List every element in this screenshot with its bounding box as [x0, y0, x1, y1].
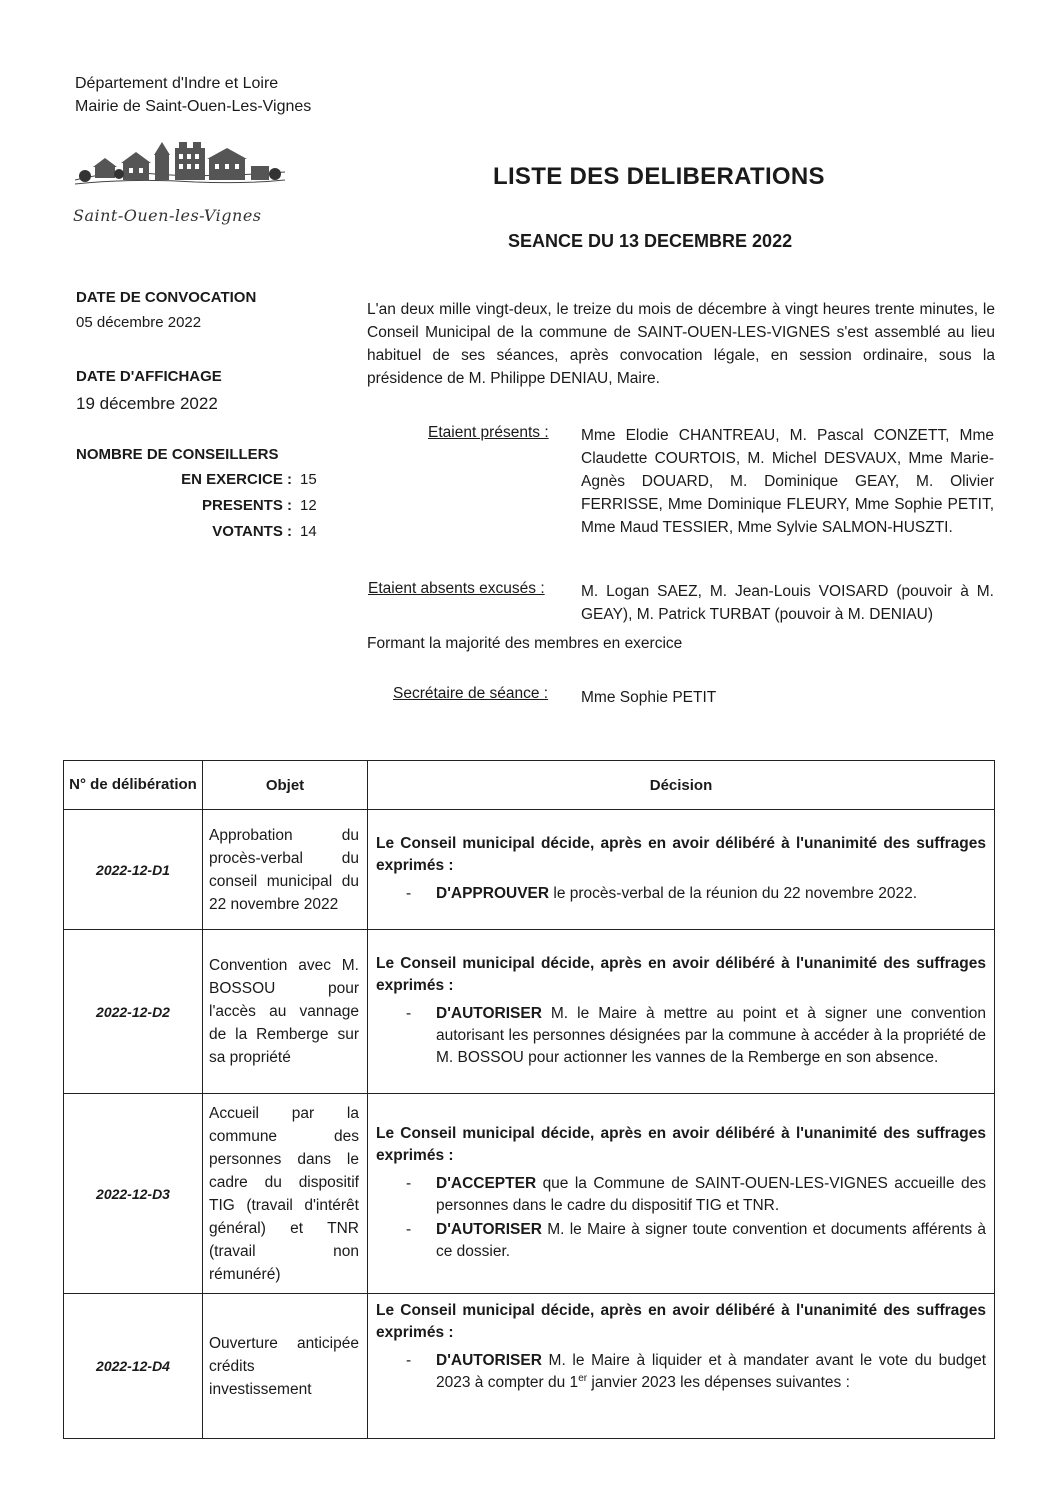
convocation-label: DATE DE CONVOCATION — [76, 289, 257, 306]
page-title: LISTE DES DELIBERATIONS — [493, 163, 825, 190]
delib-decision — [368, 810, 995, 930]
decision-item: - D'AUTORISER M. le Maire à liquider et à mandater avant le vote du budget 2023 à compter du 1er janvier 2023 les dépenses suivantes : — [376, 1350, 986, 1394]
decision-item: - D'AUTORISER M. le Maire à signer toute convention et documents afférents à ce dossier. — [376, 1219, 986, 1263]
logo-signature: Saint-Ouen-les-Vignes — [73, 206, 262, 225]
decision-lead: Le Conseil municipal décide, après en avoir délibéré à l'unanimité des suffrages exprimés : — [376, 954, 986, 994]
delib-number: 2022-12-D3 — [64, 1094, 203, 1294]
exercice-label: EN EXERCICE : — [181, 471, 292, 488]
decision-item: - D'ACCEPTER que la Commune de SAINT-OUEN-LES-VIGNES accueille des personnes dans le cadre du dispositif TIG et TNR. — [376, 1173, 986, 1217]
secretary-label: Secrétaire de séance : — [393, 685, 549, 702]
table-row — [64, 1094, 995, 1294]
presents-row — [72, 497, 317, 514]
delib-number: 2022-12-D2 — [64, 930, 203, 1094]
deliberations-table — [63, 760, 995, 1439]
exercice-value: 15 — [300, 471, 317, 488]
present-label: Etaient présents : — [428, 424, 549, 441]
delib-number: 2022-12-D4 — [64, 1294, 203, 1439]
absent-list: M. Logan SAEZ, M. Jean-Louis VOISARD (pouvoir à M. GEAY), M. Patrick TURBAT (pouvoir à M. DENIAU) — [581, 583, 994, 623]
absent-label: Etaient absents excusés : — [368, 580, 545, 597]
page-subtitle: SEANCE DU 13 DECEMBRE 2022 — [508, 231, 793, 251]
decision-lead: Le Conseil municipal décide, après en avoir délibéré à l'unanimité des suffrages exprimés : — [376, 834, 986, 874]
decision-lead: Le Conseil municipal décide, après en avoir délibéré à l'unanimité des suffrages exprimés : — [376, 1124, 986, 1164]
votants-value: 14 — [300, 523, 317, 540]
header-objet: Objet — [203, 761, 368, 810]
affichage-value: 19 décembre 2022 — [76, 394, 218, 413]
village-logo-icon — [75, 140, 285, 192]
decision-item: - D'APPROUVER le procès-verbal de la réunion du 22 novembre 2022. — [376, 883, 986, 905]
table-header-row — [64, 761, 995, 810]
votants-label: VOTANTS : — [212, 523, 292, 540]
delib-decision — [368, 1094, 995, 1294]
header-number: N° de délibération — [64, 761, 203, 810]
decision-item: - D'AUTORISER M. le Maire à mettre au point et à signer une convention autorisant les personnes désignées par la commune à accéder à la propriété de M. BOSSOU pour actionner les vannes de la Remberge en son absence. — [376, 1003, 986, 1069]
decision-lead: Le Conseil municipal décide, après en avoir délibéré à l'unanimité des suffrages exprimés : — [376, 1302, 986, 1341]
table-row — [64, 810, 995, 930]
exercice-row — [72, 471, 317, 488]
conseillers-label: NOMBRE DE CONSEILLERS — [76, 446, 279, 463]
affichage-label: DATE D'AFFICHAGE — [76, 368, 222, 385]
convocation-value: 05 décembre 2022 — [76, 314, 202, 331]
secretary-value: Mme Sophie PETIT — [581, 689, 717, 706]
present-list: Mme Elodie CHANTREAU, M. Pascal CONZETT, Mme Claudette COURTOIS, M. Michel DESVAUX, Mme Marie-Agnès DOUARD, M. Dominique GEAY, M. Olivier FERRISSE, Mme Dominique FLEURY, Mme Sophie PETIT, Mme Maud TESSIER, Mme Sylvie SALMON-HUSZTI. — [581, 427, 994, 536]
presents-value: 12 — [300, 497, 317, 514]
delib-decision — [368, 1294, 995, 1439]
header-decision: Décision — [368, 761, 995, 810]
votants-row — [72, 523, 317, 540]
majority-text: Formant la majorité des membres en exercice — [367, 635, 683, 652]
intro-paragraph: L'an deux mille vingt-deux, le treize du mois de décembre à vingt heures trente minutes, le Conseil Municipal de la commune de SAINT-OUEN-LES-VIGNES s'est assemblé au lieu habituel de ses séances, après convocation légale, en session ordinaire, sous la présidence de M. Philippe DENIAU, Maire. — [367, 301, 995, 387]
department-name: Département d'Indre et Loire — [75, 75, 279, 92]
table-row — [64, 1294, 995, 1439]
delib-objet: Ouverture anticipée crédits investissement — [203, 1294, 368, 1439]
presents-label: PRESENTS : — [201, 497, 292, 514]
table-row — [64, 930, 995, 1094]
mairie-name: Mairie de Saint-Ouen-Les-Vignes — [75, 98, 312, 115]
delib-number: 2022-12-D1 — [64, 810, 203, 930]
delib-objet: Approbation du procès-verbal du conseil municipal du 22 novembre 2022 — [203, 810, 368, 930]
delib-objet: Accueil par la commune des personnes dans le cadre du dispositif TIG (travail d'intérêt général) et TNR (travail non rémunéré) — [203, 1094, 368, 1294]
delib-decision — [368, 930, 995, 1094]
delib-objet: Convention avec M. BOSSOU pour l'accès au vannage de la Remberge sur sa propriété — [203, 930, 368, 1094]
